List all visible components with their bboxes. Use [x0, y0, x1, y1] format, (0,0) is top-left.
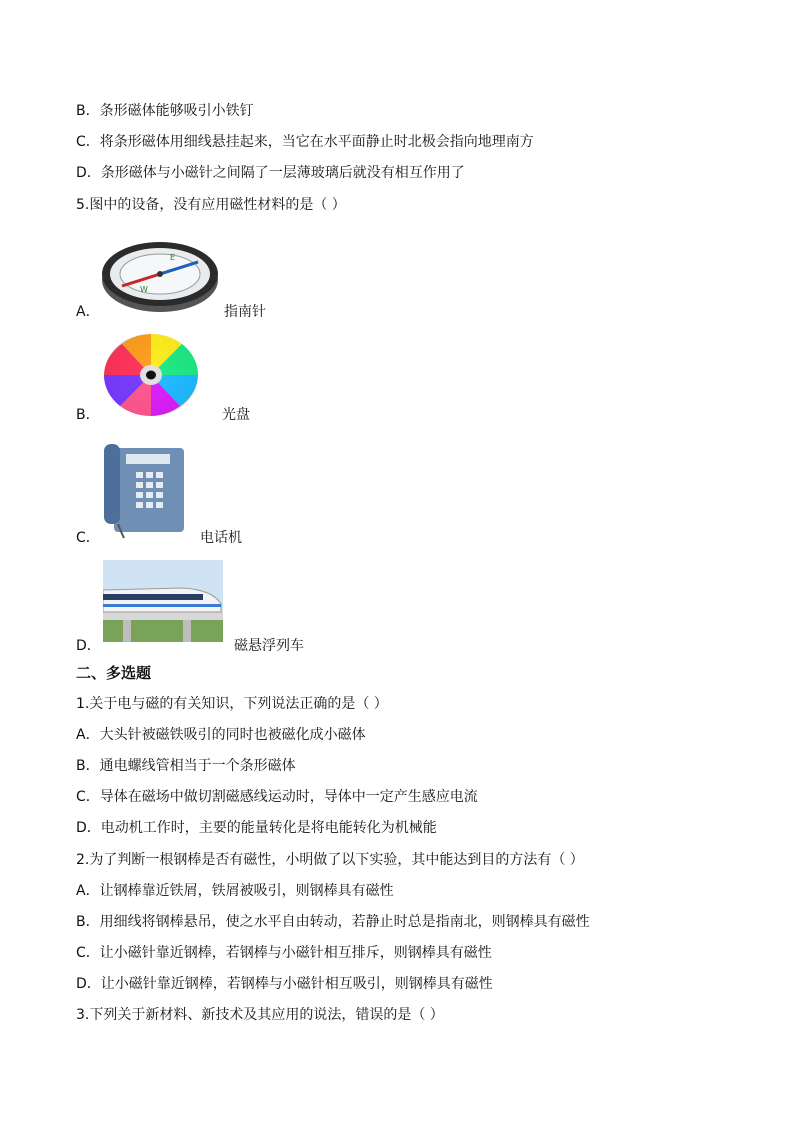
svg-text:W: W	[140, 285, 148, 294]
option-b-text: B．条形磁体能够吸引小铁钉	[76, 103, 254, 119]
s2-q1-option-c: C．导体在磁场中做切割磁感线运动时，导体中一定产生感应电流	[76, 789, 478, 805]
s2-question-3-stem: 3.下列关于新材料、新技术及其应用的说法，错误的是（ ）	[76, 1007, 444, 1023]
option-c-text: C．将条形磁体用细线悬挂起来，当它在水平面静止时北极会指向地理南方	[76, 134, 534, 150]
s2-q2-option-b: B．用细线将钢棒悬吊，使之水平自由转动，若静止时总是指南北，则钢棒具有磁性	[76, 914, 590, 930]
q5-option-b-label: 光盘	[222, 407, 250, 423]
s2-q2-option-c: C．让小磁针靠近钢棒，若钢棒与小磁针相互排斥，则钢棒具有磁性	[76, 945, 492, 961]
q5-option-c-label: 电话机	[200, 530, 242, 546]
maglev-train-icon	[103, 560, 223, 642]
q5-option-d-letter: D．	[76, 638, 101, 654]
telephone-icon	[100, 442, 190, 540]
s2-q2-option-a: A．让钢棒靠近铁屑，铁屑被吸引，则钢棒具有磁性	[76, 883, 394, 899]
s2-q1-option-d: D．电动机工作时，主要的能量转化是将电能转化为机械能	[76, 820, 437, 836]
optical-disc-icon	[102, 332, 200, 418]
q5-option-c-letter: C．	[76, 530, 100, 546]
q5-option-b-letter: B．	[76, 407, 100, 423]
s2-q1-option-a: A．大头针被磁铁吸引的同时也被磁化成小磁体	[76, 727, 366, 743]
compass-icon	[100, 230, 220, 314]
svg-text:E: E	[170, 253, 176, 262]
question-5-stem: 5.图中的设备，没有应用磁性材料的是（ ）	[76, 197, 346, 213]
s2-question-1-stem: 1.关于电与磁的有关知识，下列说法正确的是（ ）	[76, 696, 388, 712]
q5-option-a-label: 指南针	[224, 304, 266, 320]
section-heading-multiple-choice: 二、多选题	[76, 664, 152, 682]
q5-option-d-label: 磁悬浮列车	[234, 638, 304, 654]
option-d-text: D．条形磁体与小磁针之间隔了一层薄玻璃后就没有相互作用了	[76, 165, 465, 181]
s2-q2-option-d: D．让小磁针靠近钢棒，若钢棒与小磁针相互吸引，则钢棒具有磁性	[76, 976, 493, 992]
q5-option-a-letter: A．	[76, 304, 100, 320]
s2-question-2-stem: 2.为了判断一根钢棒是否有磁性，小明做了以下实验，其中能达到目的方法有（ ）	[76, 852, 584, 868]
s2-q1-option-b: B．通电螺线管相当于一个条形磁体	[76, 758, 296, 774]
